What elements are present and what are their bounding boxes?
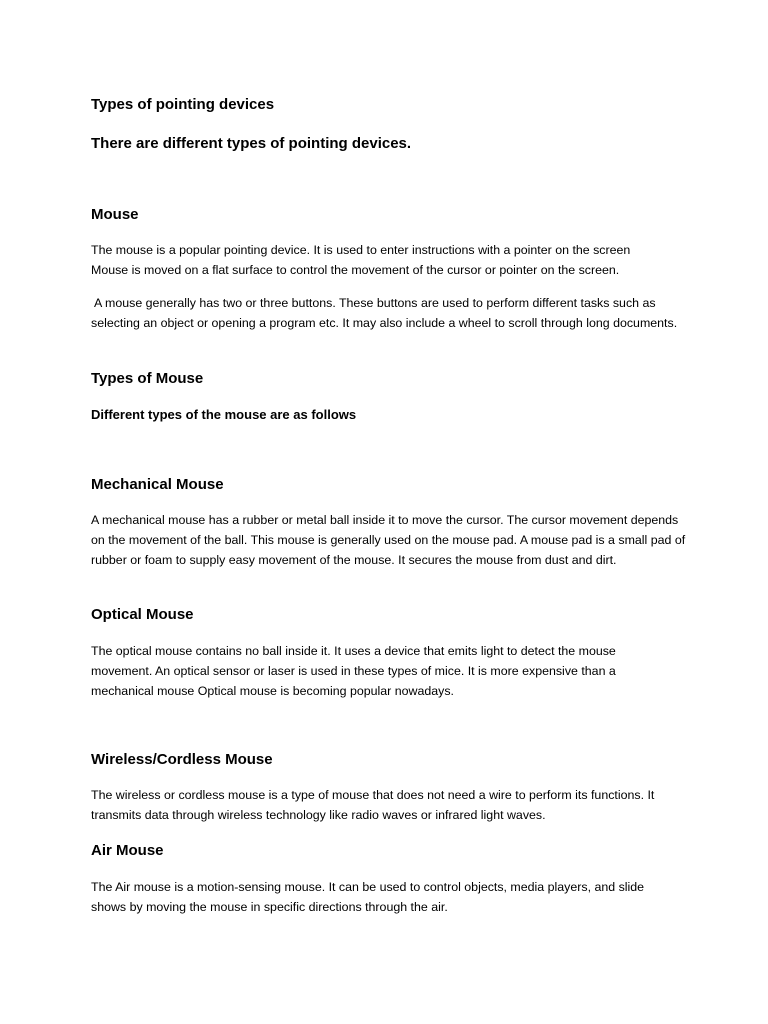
mechanical-mouse-heading: Mechanical Mouse	[91, 476, 224, 493]
wireless-mouse-heading: Wireless/Cordless Mouse	[91, 751, 273, 768]
document-subtitle: There are different types of pointing devices.	[91, 135, 412, 152]
mouse-heading: Mouse	[91, 206, 139, 223]
mouse-paragraph-2: A mouse generally has two or three buttons. These buttons are used to perform different tasks such as selecting an object or opening a program etc. It may also include a wheel to scroll through long documents.	[91, 296, 678, 330]
air-mouse-heading: Air Mouse	[91, 842, 164, 859]
air-mouse-body: The Air mouse is a motion-sensing mouse. It can be used to control objects, media players, and slide shows by moving the mouse in specific directions through the air.	[91, 880, 645, 914]
wireless-mouse-body: The wireless or cordless mouse is a type of mouse that does not need a wire to perform its functions. It transmits data through wireless technology like radio waves or infrared light waves.	[91, 788, 655, 822]
mechanical-mouse-body: A mechanical mouse has a rubber or metal ball inside it to move the cursor. The cursor movement depends on the movement of the ball. This mouse is generally used on the mouse pad. A mouse pad is a small pad of rubber or foam to supply easy movement of the mouse. It secures the mouse from dust and dirt.	[91, 513, 686, 567]
document-title: Types of pointing devices	[91, 96, 275, 113]
mouse-paragraph-1: The mouse is a popular pointing device. It is used to enter instructions with a pointer on the screen Mouse is moved on a flat surface to control the movement of the cursor or pointer on the screen.	[91, 243, 631, 277]
optical-mouse-body: The optical mouse contains no ball inside it. It uses a device that emits light to detect the mouse movement. An optical sensor or laser is used in these types of mice. It is more expensive than a mechanical mouse Optical mouse is becoming popular nowadays.	[91, 644, 616, 698]
optical-mouse-heading: Optical Mouse	[91, 606, 194, 623]
types-of-mouse-intro: Different types of the mouse are as follows	[91, 407, 357, 422]
types-of-mouse-heading: Types of Mouse	[91, 370, 204, 387]
